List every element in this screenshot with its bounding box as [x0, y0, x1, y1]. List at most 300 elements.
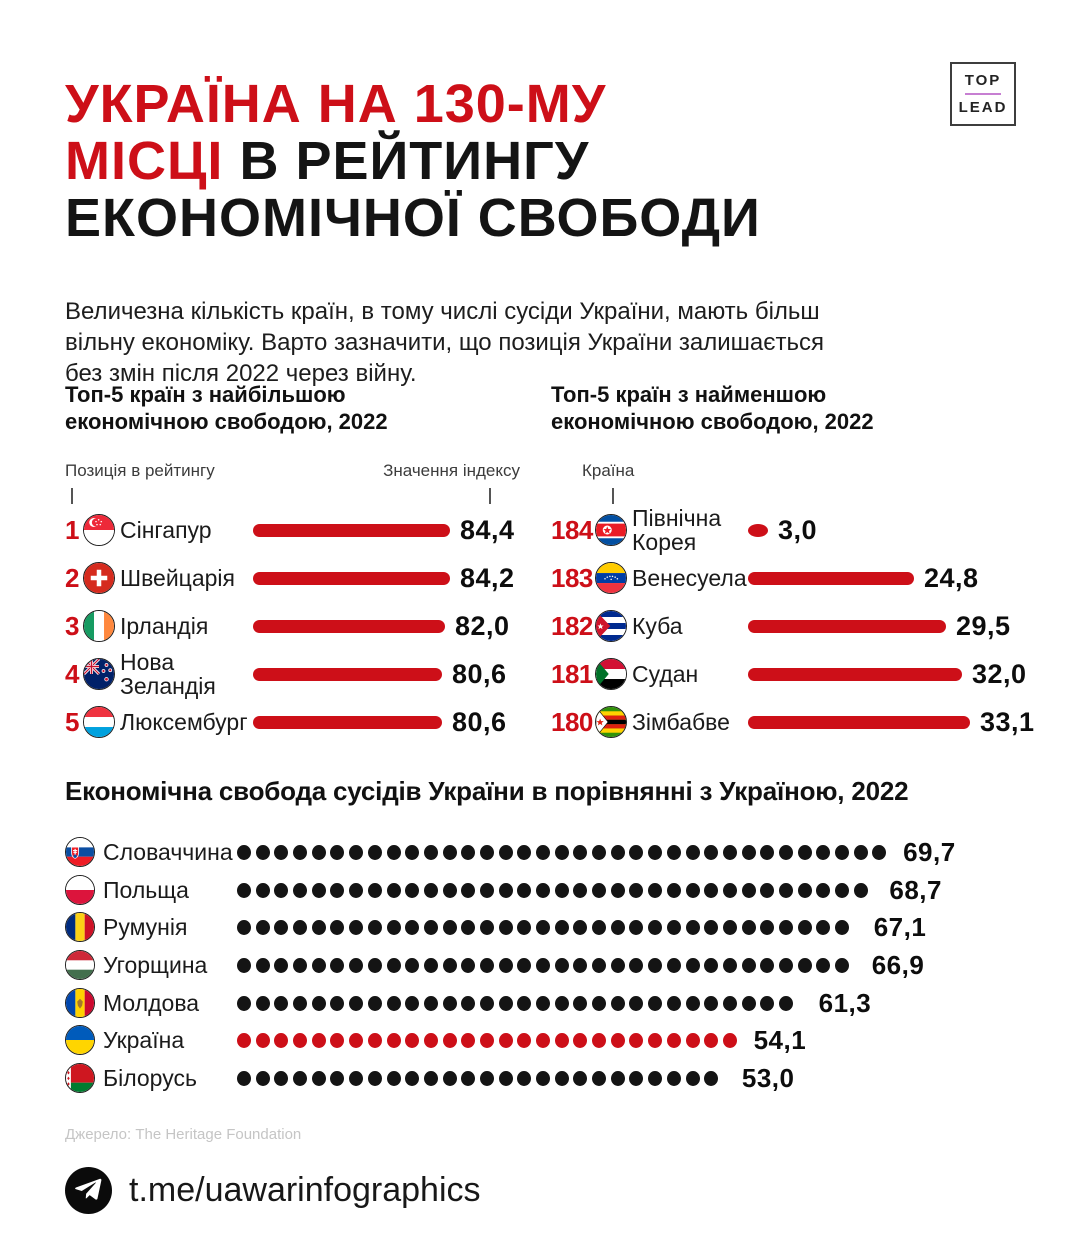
- dot: [405, 996, 419, 1011]
- ranking-row: [551, 650, 1027, 698]
- dot: [424, 845, 438, 860]
- flag-cuba-icon: [595, 610, 627, 642]
- dot: [330, 996, 344, 1011]
- dot: [835, 920, 849, 935]
- dot: [349, 920, 363, 935]
- dot: [443, 958, 457, 973]
- dot: [424, 920, 438, 935]
- dot: [237, 1033, 251, 1048]
- worst-section-heading: Топ-5 країн з найменшою економічною свободою, 2022: [551, 382, 874, 434]
- dot: [480, 996, 494, 1011]
- index-bar: [748, 668, 962, 681]
- ranking-row: [65, 506, 515, 554]
- dot: [573, 1071, 587, 1086]
- flag-moldova-icon: [65, 988, 95, 1018]
- ranking-row: [65, 602, 510, 650]
- dot: [686, 845, 700, 860]
- ranking-row: [65, 554, 515, 602]
- title-line3: ЕКОНОМІЧНОЇ СВОБОДИ: [65, 188, 761, 249]
- dot: [274, 1033, 288, 1048]
- country-name: Ірландія: [120, 613, 209, 639]
- dot: [611, 996, 625, 1011]
- dot: [835, 883, 849, 898]
- dot: [387, 920, 401, 935]
- country-name: Люксембург: [120, 709, 248, 735]
- dot: [686, 1033, 700, 1048]
- dot: [816, 958, 830, 973]
- dot: [256, 845, 270, 860]
- country-name: Швейцарія: [120, 565, 235, 591]
- neighbor-row: [65, 873, 942, 907]
- flag-romania-icon: [65, 912, 95, 942]
- index-value: 66,9: [871, 949, 925, 980]
- dot: [480, 845, 494, 860]
- dot: [293, 883, 307, 898]
- dot: [368, 1071, 382, 1086]
- dot: [461, 1071, 475, 1086]
- dot: [405, 958, 419, 973]
- dot: [555, 1033, 569, 1048]
- neighbor-row: [65, 948, 924, 982]
- dot: [274, 1071, 288, 1086]
- dot: [555, 1071, 569, 1086]
- dot: [312, 883, 326, 898]
- dot: [629, 920, 643, 935]
- country-name: Судан: [632, 661, 699, 687]
- dot: [237, 958, 251, 973]
- rank-label: 1: [65, 514, 79, 545]
- dot: [723, 996, 737, 1011]
- ranking-row: [551, 554, 979, 602]
- dot: [611, 1033, 625, 1048]
- dot: [237, 845, 251, 860]
- dot: [368, 1033, 382, 1048]
- dot: [443, 845, 457, 860]
- partial-dot: [854, 958, 860, 973]
- title-line1: УКРАЇНА НА 130-МУ: [65, 74, 607, 135]
- dot: [760, 845, 774, 860]
- dot: [667, 883, 681, 898]
- rank-label: 5: [65, 706, 79, 737]
- dot: [611, 883, 625, 898]
- index-value: 3,0: [778, 514, 818, 545]
- dot: [405, 920, 419, 935]
- country-name: Румунія: [103, 914, 188, 940]
- dot: [330, 883, 344, 898]
- dot-bar: [237, 845, 891, 860]
- index-bar: [748, 524, 768, 537]
- dot-bar: [237, 883, 877, 898]
- dot: [835, 958, 849, 973]
- dot: [256, 958, 270, 973]
- dot: [704, 883, 718, 898]
- logo-lead-text: LEAD: [958, 99, 1008, 116]
- dot: [499, 883, 513, 898]
- dot: [592, 920, 606, 935]
- dot: [779, 883, 793, 898]
- dot: [686, 996, 700, 1011]
- ranking-row: [65, 698, 507, 746]
- dot: [592, 1033, 606, 1048]
- logo-top-text: TOP: [964, 72, 1002, 89]
- dot: [424, 883, 438, 898]
- flag-ireland-icon: [83, 610, 115, 642]
- dot: [517, 845, 531, 860]
- dot: [629, 996, 643, 1011]
- dot: [742, 883, 756, 898]
- dot: [629, 1033, 643, 1048]
- dot: [387, 883, 401, 898]
- rank-label: 183: [551, 562, 593, 593]
- dot: [573, 958, 587, 973]
- dot: [424, 1071, 438, 1086]
- dot: [573, 920, 587, 935]
- dot: [536, 996, 550, 1011]
- flag-venezuela-icon: [595, 562, 627, 594]
- dot: [742, 996, 756, 1011]
- dot: [237, 920, 251, 935]
- dot: [629, 1071, 643, 1086]
- dot: [237, 883, 251, 898]
- index-value: 84,4: [460, 514, 515, 545]
- dot: [872, 845, 886, 860]
- partial-dot: [798, 996, 807, 1011]
- dot: [349, 958, 363, 973]
- dot: [517, 920, 531, 935]
- dot: [256, 920, 270, 935]
- dot: [592, 996, 606, 1011]
- dot: [499, 996, 513, 1011]
- dot: [443, 920, 457, 935]
- tick-mark: [71, 488, 73, 504]
- dot: [686, 920, 700, 935]
- dot: [387, 958, 401, 973]
- page-title: [65, 76, 761, 247]
- dot: [293, 1033, 307, 1048]
- dot-bar: [237, 958, 860, 973]
- dot: [667, 958, 681, 973]
- flag-belarus-icon: [65, 1063, 95, 1093]
- dot: [592, 958, 606, 973]
- country-name: Угорщина: [103, 952, 208, 978]
- dot: [443, 883, 457, 898]
- dot: [480, 1071, 494, 1086]
- dot: [629, 958, 643, 973]
- dot: [667, 920, 681, 935]
- dot: [424, 1033, 438, 1048]
- dot: [704, 1033, 718, 1048]
- rank-label: 182: [551, 610, 593, 641]
- toplead-logo: [950, 62, 1016, 126]
- dot: [573, 996, 587, 1011]
- dot: [349, 1071, 363, 1086]
- dot: [779, 920, 793, 935]
- dot: [723, 1033, 737, 1048]
- dot: [274, 883, 288, 898]
- source-note: Джерело: The Heritage Foundation: [65, 1126, 302, 1143]
- dot: [573, 1033, 587, 1048]
- index-bar: [253, 620, 445, 633]
- dot: [686, 958, 700, 973]
- dot: [629, 845, 643, 860]
- column-label-position: Позиція в рейтингу: [65, 461, 215, 480]
- dot: [330, 1033, 344, 1048]
- dot-bar: [237, 1033, 742, 1048]
- telegram-handle: t.me/uawarinfographics: [129, 1171, 481, 1209]
- dot: [704, 845, 718, 860]
- dot: [798, 883, 812, 898]
- dot: [723, 845, 737, 860]
- dot-bar: [237, 1071, 730, 1086]
- dot: [274, 920, 288, 935]
- dot: [368, 883, 382, 898]
- dot: [779, 958, 793, 973]
- index-value: 68,7: [889, 874, 942, 905]
- dot: [499, 920, 513, 935]
- flag-luxembourg-icon: [83, 706, 115, 738]
- dot: [742, 845, 756, 860]
- dot: [330, 845, 344, 860]
- country-name: Куба: [632, 613, 683, 639]
- dot: [405, 845, 419, 860]
- dot: [611, 958, 625, 973]
- dot: [349, 845, 363, 860]
- dot: [536, 845, 550, 860]
- dot: [536, 883, 550, 898]
- dot: [480, 883, 494, 898]
- ranking-row: [551, 602, 1011, 650]
- dot: [499, 1071, 513, 1086]
- dot: [536, 958, 550, 973]
- dot: [387, 845, 401, 860]
- dot: [555, 920, 569, 935]
- index-value: 61,3: [818, 987, 872, 1018]
- dot: [461, 920, 475, 935]
- dot: [443, 1071, 457, 1086]
- telegram-icon: [65, 1167, 112, 1214]
- dot: [648, 845, 662, 860]
- rank-label: 4: [65, 658, 79, 689]
- rank-label: 184: [551, 514, 593, 545]
- dot: [798, 845, 812, 860]
- dot: [686, 1071, 700, 1086]
- dot: [461, 1033, 475, 1048]
- dot: [387, 1071, 401, 1086]
- ranking-row: [551, 698, 1035, 746]
- dot: [312, 1033, 326, 1048]
- country-name: Нова Зеландія: [120, 649, 216, 699]
- dot-bar: [237, 996, 807, 1011]
- dot: [760, 958, 774, 973]
- dot: [798, 920, 812, 935]
- index-bar: [253, 572, 450, 585]
- dot: [517, 1071, 531, 1086]
- dot: [760, 883, 774, 898]
- dot: [256, 1033, 270, 1048]
- tick-mark: [612, 488, 614, 504]
- intro-text: Величезна кількість країн, в тому числі сусіди України, мають більш вільну економіку. Варто зазначити, що позиція України залишається без змін після 2022 через війну.: [65, 298, 825, 387]
- dot: [349, 1033, 363, 1048]
- dot: [648, 996, 662, 1011]
- country-name: Зімбабве: [632, 709, 730, 735]
- flag-new-zealand-icon: [83, 658, 115, 690]
- dot: [368, 920, 382, 935]
- dot: [330, 920, 344, 935]
- dot: [704, 1071, 718, 1086]
- partial-dot: [854, 920, 862, 935]
- dot: [648, 1071, 662, 1086]
- dot: [854, 845, 868, 860]
- dot: [629, 883, 643, 898]
- dot: [461, 845, 475, 860]
- dot: [611, 1071, 625, 1086]
- dot: [274, 958, 288, 973]
- index-bar: [253, 524, 450, 537]
- dot: [293, 845, 307, 860]
- dot: [704, 920, 718, 935]
- dot: [349, 883, 363, 898]
- index-value: 29,5: [956, 610, 1011, 641]
- dot: [312, 958, 326, 973]
- dot: [461, 958, 475, 973]
- dot: [517, 1033, 531, 1048]
- dot: [611, 920, 625, 935]
- tick-mark: [489, 488, 491, 504]
- flag-slovakia-icon: [65, 837, 95, 867]
- dot: [573, 845, 587, 860]
- dot: [592, 1071, 606, 1086]
- dot: [667, 1071, 681, 1086]
- country-name: Словаччина: [103, 839, 233, 865]
- neighbor-row: [65, 1061, 794, 1095]
- dot: [387, 1033, 401, 1048]
- flag-poland-icon: [65, 875, 95, 905]
- dot: [798, 958, 812, 973]
- index-bar: [253, 716, 442, 729]
- country-name: Венесуела: [632, 565, 747, 591]
- index-value: 82,0: [455, 610, 510, 641]
- dot: [330, 1071, 344, 1086]
- dot: [667, 845, 681, 860]
- dot: [480, 1033, 494, 1048]
- flag-switzerland-icon: [83, 562, 115, 594]
- dot: [312, 1071, 326, 1086]
- index-bar: [748, 620, 946, 633]
- dot: [592, 883, 606, 898]
- flag-north-korea-icon: [595, 514, 627, 546]
- dot: [517, 958, 531, 973]
- index-value: 24,8: [924, 562, 979, 593]
- neighbor-row: [65, 1023, 806, 1057]
- column-label-index-value: Значення індексу: [383, 461, 520, 480]
- index-value: 67,1: [873, 911, 927, 942]
- flag-sudan-icon: [595, 658, 627, 690]
- dot: [611, 845, 625, 860]
- dot: [555, 996, 569, 1011]
- dot: [592, 845, 606, 860]
- dot: [835, 845, 849, 860]
- dot: [237, 996, 251, 1011]
- flag-hungary-icon: [65, 950, 95, 980]
- dot: [686, 883, 700, 898]
- footer-link[interactable]: [65, 1167, 481, 1214]
- dot: [274, 845, 288, 860]
- country-name: Україна: [103, 1027, 185, 1053]
- dot: [293, 996, 307, 1011]
- dot: [312, 920, 326, 935]
- dot: [461, 883, 475, 898]
- index-value: 54,1: [753, 1024, 807, 1055]
- rank-label: 3: [65, 610, 79, 641]
- index-value: 80,6: [452, 706, 507, 737]
- dot: [405, 1071, 419, 1086]
- dot: [779, 996, 793, 1011]
- index-value: 53,0: [741, 1062, 795, 1093]
- dot: [573, 883, 587, 898]
- rank-label: 181: [551, 658, 593, 689]
- dot: [517, 996, 531, 1011]
- dot: [405, 883, 419, 898]
- dot: [274, 996, 288, 1011]
- index-value: 33,1: [980, 706, 1035, 737]
- column-label-country: Країна: [582, 461, 635, 480]
- ranking-row: [551, 506, 817, 554]
- dot: [648, 1033, 662, 1048]
- dot: [237, 1071, 251, 1086]
- country-name: Молдова: [103, 990, 200, 1016]
- dot: [779, 845, 793, 860]
- flag-singapore-icon: [83, 514, 115, 546]
- dot: [368, 996, 382, 1011]
- index-bar: [253, 668, 442, 681]
- dot: [816, 883, 830, 898]
- country-name: Польща: [103, 877, 189, 903]
- dot: [499, 1033, 513, 1048]
- dot: [648, 883, 662, 898]
- dot: [293, 920, 307, 935]
- rank-label: 2: [65, 562, 79, 593]
- dot: [723, 958, 737, 973]
- dot: [648, 958, 662, 973]
- dot: [256, 883, 270, 898]
- dot: [555, 958, 569, 973]
- best-section-heading: Топ-5 країн з найбільшою економічною свободою, 2022: [65, 382, 388, 434]
- dot: [704, 996, 718, 1011]
- dot: [443, 1033, 457, 1048]
- dot: [499, 958, 513, 973]
- dot: [536, 920, 550, 935]
- dot: [742, 958, 756, 973]
- dot: [480, 920, 494, 935]
- country-name: Білорусь: [103, 1065, 197, 1091]
- dot: [480, 958, 494, 973]
- dot: [424, 996, 438, 1011]
- index-value: 32,0: [972, 658, 1027, 689]
- dot: [536, 1033, 550, 1048]
- dot: [704, 958, 718, 973]
- index-value: 84,2: [460, 562, 515, 593]
- title-line2-red: МІСЦІ: [65, 131, 224, 192]
- dot: [499, 845, 513, 860]
- dot: [461, 996, 475, 1011]
- dot: [387, 996, 401, 1011]
- dot: [667, 1033, 681, 1048]
- dot: [405, 1033, 419, 1048]
- dot: [349, 996, 363, 1011]
- dot: [667, 996, 681, 1011]
- dot: [536, 1071, 550, 1086]
- dot: [760, 920, 774, 935]
